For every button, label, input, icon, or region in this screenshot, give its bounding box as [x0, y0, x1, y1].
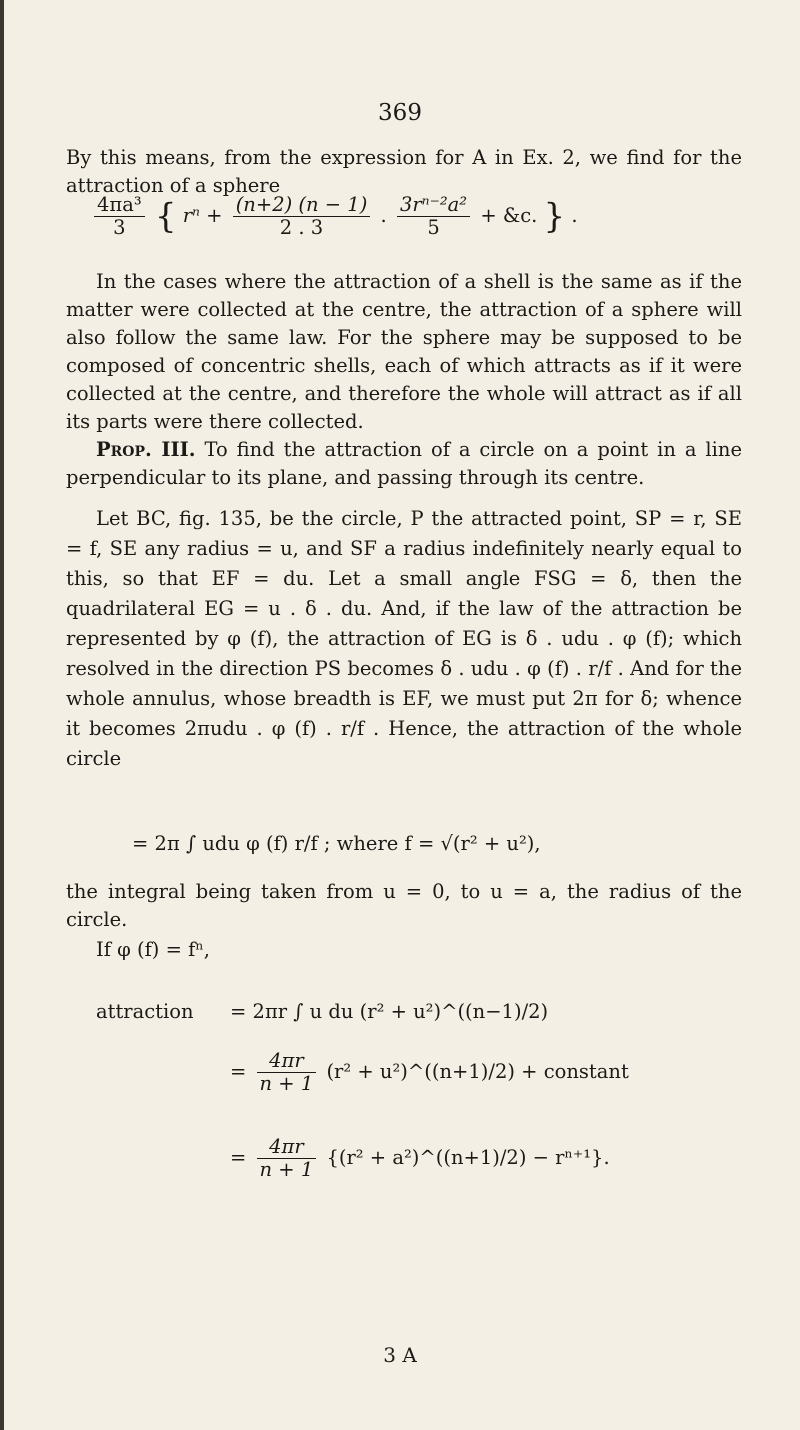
brace-close-icon: } — [543, 196, 566, 237]
paragraph-derivation: Let BC, fig. 135, be the circle, P the attracted point, SP = r, SE = f, SE any radius = u, and SF a radius indefinitely nearly equal to this, so that EF = du. Let a small angle FSG = δ, then the quadrilateral EG = u . δ . du. And, if the law of the attraction be represented by φ (f), the attraction of EG is δ . udu . φ (f); which resolved in the direction PS becomes δ . udu . φ (f) . r/f . And for the whole annulus, whose breadth is EF, we must put 2π for δ; whence it becomes 2πudu . φ (f) . r/f . Hence, the attraction of the whole circle — [66, 507, 742, 770]
sphere-attraction-equation: $\frac{\text{4πa³}}{3}$ { rⁿ + $\frac{(n+2) (n - 1)}{2 . 3}$ . $\frac{\text{3rⁿ⁻²a²}}{5}$ + &c. } . — [90, 194, 578, 239]
paragraph-limits: the integral being taken from u = 0, to u = a, the radius of the circle. — [66, 880, 742, 931]
attraction-label: attraction — [96, 1000, 194, 1023]
circle-attraction-equation: = 2π ∫ udu φ (f) r/f ; where f = √(r² + u²), — [132, 832, 541, 855]
attraction-step-1: = 2πr ∫ u du (r² + u²)^((n−1)/2) — [230, 1000, 549, 1023]
attraction-step-2: = $\frac{4\pi r}{n + 1}$ (r² + u²)^((n+1)/2) + constant — [230, 1049, 629, 1095]
page-number: 369 — [378, 100, 422, 126]
signature-mark: 3 A — [383, 1343, 417, 1367]
proposition — [66, 436, 742, 492]
attraction-step-3: = $\frac{4\pi r}{n + 1}$ {(r² + a²)^((n+1)/2) − rⁿ⁺¹}. — [230, 1135, 610, 1181]
paragraph-intro: By this means, from the expression for A in Ex. 2, we find for the attraction of a sphere — [66, 146, 742, 197]
scan-edge — [0, 0, 4, 1430]
proposition-label: Prop. III. — [96, 438, 196, 461]
fraction-2: $\frac{\text{3rⁿ⁻²a²}}{5}$ — [397, 194, 470, 239]
fraction-1: $\frac{(n+2) (n - 1)}{2 . 3}$ — [233, 194, 371, 239]
proposition-text: To find the attraction of a circle on a point in a line perpendicular to its plane, and passing through its centre. — [66, 438, 742, 489]
paragraph-shells: In the cases where the attraction of a shell is the same as if the matter were collected at the centre, the attraction of a sphere will also follow the same law. For the sphere may be supposed to be composed of concentric shells, each of which attracts as if it were collected at the centre, and therefore the whole will attract as if all its parts were there collected. — [66, 270, 742, 433]
brace-open-icon: { — [154, 196, 177, 237]
law-condition: If φ (f) = fⁿ, — [96, 938, 210, 961]
coef-fraction: $\frac{\text{4πa³}}{3}$ — [94, 194, 145, 239]
